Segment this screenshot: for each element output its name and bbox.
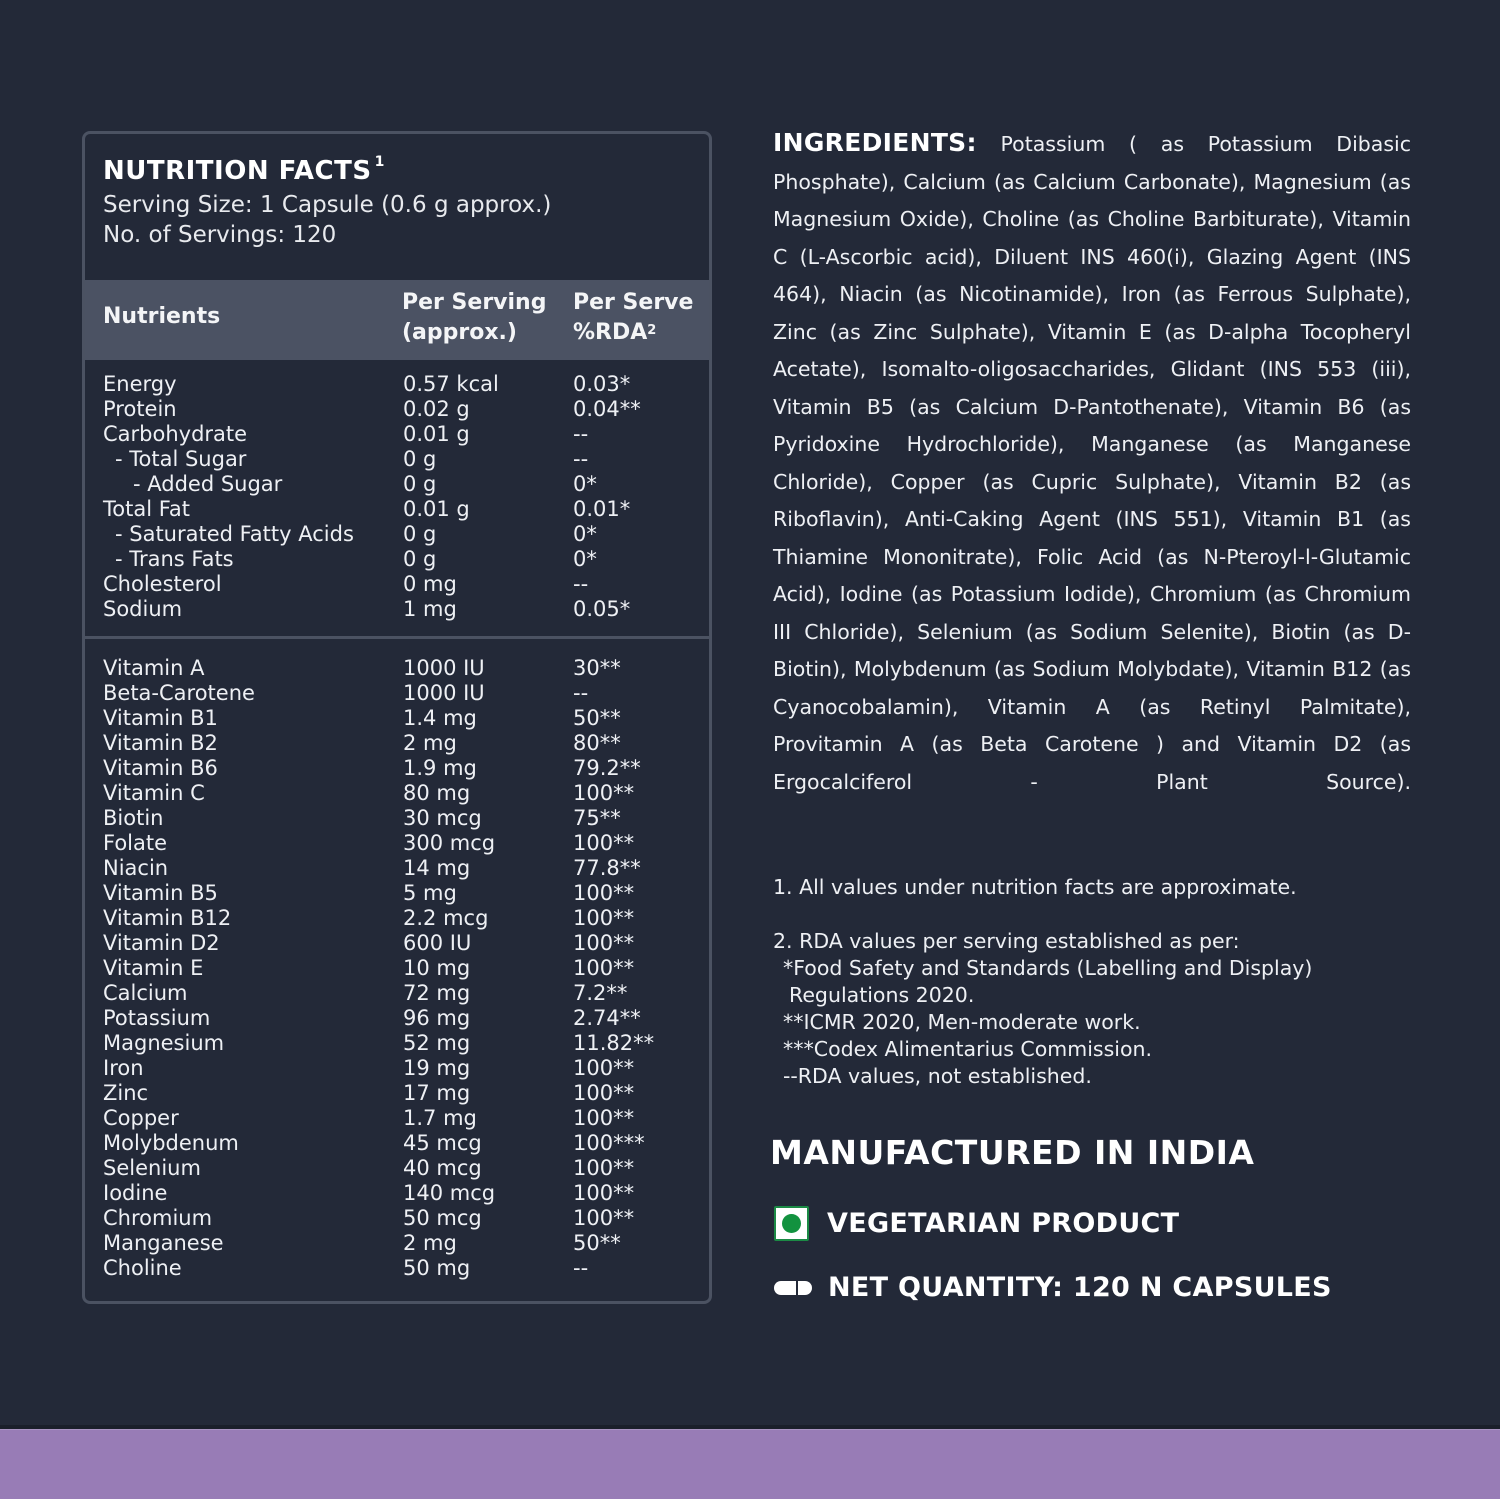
title-text: NUTRITION FACTS [103, 156, 372, 186]
table-row [85, 1156, 709, 1181]
column-rda [573, 288, 693, 348]
nutrient-name: Potassium [103, 1006, 211, 1030]
footer-band [0, 1428, 1500, 1499]
table-row [85, 472, 709, 497]
nutrient-rda: 77.8** [573, 856, 641, 880]
nutrition-facts-header [85, 134, 709, 280]
nutrient-rda: 100** [573, 1156, 635, 1180]
vegetarian-badge [774, 1206, 1179, 1241]
footnotes [773, 874, 1413, 1090]
table-row [85, 706, 709, 731]
nutrient-rda: 2.74** [573, 1006, 641, 1030]
table-row [85, 522, 709, 547]
table-row [85, 1006, 709, 1031]
servings-count: No. of Servings: 120 [103, 222, 337, 248]
net-quantity-badge [774, 1272, 1332, 1303]
nutrient-rda: 79.2** [573, 756, 641, 780]
nutrient-value: 300 mcg [403, 831, 496, 855]
table-row [85, 1181, 709, 1206]
column-rda-line2 [573, 318, 693, 348]
nutrient-value: 40 mcg [403, 1156, 482, 1180]
nutrient-rda: 0.05* [573, 597, 631, 621]
column-per-serving-line1: Per Serving [402, 290, 547, 315]
nutrient-name: Choline [103, 1256, 182, 1280]
nutrient-value: 0.57 kcal [403, 372, 499, 396]
nutrient-value: 19 mg [403, 1056, 471, 1080]
nutrient-value: 14 mg [403, 856, 471, 880]
nutrient-rda: 30** [573, 656, 621, 680]
nutrient-value: 52 mg [403, 1031, 471, 1055]
nutrient-name: Vitamin B5 [103, 881, 218, 905]
table-row [85, 906, 709, 931]
nutrient-value: 2 mg [403, 1231, 457, 1255]
nutrient-value: 72 mg [403, 981, 471, 1005]
veg-mark-icon [774, 1206, 809, 1241]
nutrient-rda: 7.2** [573, 981, 628, 1005]
nutrient-name: Iron [103, 1056, 144, 1080]
nutrient-rda: 0* [573, 547, 597, 571]
capsule-icon [774, 1281, 812, 1295]
nutrient-value: 0 g [403, 522, 437, 546]
title-footnote: 1 [374, 154, 385, 170]
nutrient-name: Selenium [103, 1156, 201, 1180]
nutrient-value: 0.02 g [403, 397, 470, 421]
nutrient-value: 1.7 mg [403, 1106, 477, 1130]
nutrient-rda: 100** [573, 1106, 635, 1130]
nutrient-rda: 0* [573, 472, 597, 496]
nutrient-name: Vitamin A [103, 656, 205, 680]
table-row [85, 681, 709, 706]
table-row [85, 1131, 709, 1156]
nutrient-value: 0.01 g [403, 497, 470, 521]
micro-nutrient-rows [85, 656, 709, 1281]
nutrient-rda: 100** [573, 831, 635, 855]
table-row [85, 981, 709, 1006]
nutrient-rda: -- [573, 422, 589, 446]
nutrient-rda: -- [573, 447, 589, 471]
nutrient-value: 10 mg [403, 956, 471, 980]
manufactured-in: MANUFACTURED IN INDIA [770, 1133, 1255, 1172]
table-row [85, 881, 709, 906]
nutrient-value: 30 mcg [403, 806, 482, 830]
table-row [85, 656, 709, 681]
nutrient-rda: 100** [573, 781, 635, 805]
nutrient-rda: 50** [573, 706, 621, 730]
nutrient-name: Copper [103, 1106, 179, 1130]
nutrition-facts-title [103, 156, 709, 186]
nutrient-value: 17 mg [403, 1081, 471, 1105]
nutrient-name: Calcium [103, 981, 188, 1005]
rda-footnote: 2 [647, 323, 657, 338]
nutrient-name: Energy [103, 372, 177, 396]
table-row [85, 497, 709, 522]
table-row [85, 731, 709, 756]
table-divider [85, 636, 709, 639]
nutrient-value: 140 mcg [403, 1181, 496, 1205]
nutrient-value: 600 IU [403, 931, 472, 955]
nutrient-value: 5 mg [403, 881, 457, 905]
nutrient-name: Vitamin B6 [103, 756, 218, 780]
nutrient-name: Biotin [103, 806, 164, 830]
ingredients-text: Potassium ( as Potassium Dibasic Phosphate), Calcium (as Calcium Carbonate), Magnesium (as Magnesium Oxide), Choline (as Choline Barbiturate), Vitamin C (L-Ascorbic acid), Diluent INS 460(i), Glazing Agent (INS 464), Niacin (as Nicotinamide), Iron (as Ferrous Sulphate), Zinc (as Zinc Sulphate), Vitamin E (as D-alpha Tocopheryl Acetate), Isomalto-oligosaccharides, Glidant (INS 553 (iii), Vitamin B5 (as Calcium D-Pantothenate), Vitamin B6 (as Pyridoxine Hydrochloride), Manganese (as Manganese Chloride), Copper (as Cupric Sulphate), Vitamin B2 (as Riboflavin), Anti-Caking Agent (INS 551), Vitamin B1 (as Thiamine Mononitrate), Folic Acid (as N-Pteroyl-l-Glutamic Acid), Iodine (as Potassium Iodide), Chromium (as Chromium III Chloride), Selenium (as Sodium Selenite), Biotin (as D-Biotin), Molybdenum (as Sodium Molybdate), Vitamin B12 (as Cyanocobalamin), Vitamin A (as Retinyl Palmitate), Provitamin A (as Beta Carotene ) and Vitamin D2 (as Ergocalciferol - Plant Source). [773, 132, 1411, 794]
nutrient-name: Beta-Carotene [103, 681, 255, 705]
table-column-headers [85, 280, 709, 360]
nutrient-name: Vitamin E [103, 956, 204, 980]
nutrient-name: Vitamin C [103, 781, 205, 805]
nutrient-rda: 100** [573, 1181, 635, 1205]
nutrient-name: - Saturated Fatty Acids [115, 522, 354, 546]
nutrient-name: Total Fat [103, 497, 190, 521]
table-row [85, 572, 709, 597]
nutrient-rda: 100** [573, 1056, 635, 1080]
nutrient-value: 45 mcg [403, 1131, 482, 1155]
nutrient-rda: 11.82** [573, 1031, 655, 1055]
nutrient-value: 0.01 g [403, 422, 470, 446]
table-row [85, 1081, 709, 1106]
nutrient-rda: 50** [573, 1231, 621, 1255]
table-row [85, 856, 709, 881]
nutrient-value: 1000 IU [403, 656, 485, 680]
nutrient-name: Vitamin B1 [103, 706, 218, 730]
vegetarian-label: VEGETARIAN PRODUCT [827, 1208, 1180, 1239]
nutrient-rda: 0* [573, 522, 597, 546]
serving-size: Serving Size: 1 Capsule (0.6 g approx.) [103, 192, 552, 218]
rda-text: %RDA [573, 320, 648, 345]
nutrient-rda: 100** [573, 881, 635, 905]
nutrient-rda: 0.03* [573, 372, 631, 396]
table-row [85, 956, 709, 981]
nutrient-value: 2.2 mcg [403, 906, 489, 930]
nutrition-facts-panel [82, 131, 712, 1304]
nutrient-value: 1000 IU [403, 681, 485, 705]
table-row [85, 1231, 709, 1256]
nutrient-value: 1.9 mg [403, 756, 477, 780]
nutrient-name: - Trans Fats [115, 547, 234, 571]
ingredients-label: INGREDIENTS: [773, 128, 977, 157]
table-row [85, 447, 709, 472]
table-row [85, 547, 709, 572]
nutrient-name: Carbohydrate [103, 422, 248, 446]
table-row [85, 806, 709, 831]
nutrient-name: Folate [103, 831, 168, 855]
macro-nutrient-rows [85, 372, 709, 622]
table-row [85, 422, 709, 447]
nutrient-rda: 0.04** [573, 397, 641, 421]
nutrient-name: Sodium [103, 597, 183, 621]
nutrient-name: Vitamin D2 [103, 931, 220, 955]
column-per-serving-line2: (approx.) [402, 320, 517, 345]
footnote-icmr: **ICMR 2020, Men-moderate work. [783, 1010, 1141, 1034]
nutrient-name: Manganese [103, 1231, 224, 1255]
ingredients-block [773, 124, 1411, 801]
footnote-codex: ***Codex Alimentarius Commission. [783, 1037, 1153, 1061]
net-quantity-label: NET QUANTITY: 120 N CAPSULES [828, 1272, 1332, 1303]
nutrient-name: Zinc [103, 1081, 149, 1105]
footnote-1: 1. All values under nutrition facts are approximate. [773, 875, 1297, 899]
nutrient-rda: 75** [573, 806, 621, 830]
nutrient-rda: 100** [573, 1206, 635, 1230]
footnote-fssai-cont: Regulations 2020. [789, 983, 975, 1007]
nutrient-name: Magnesium [103, 1031, 225, 1055]
footnote-fssai: *Food Safety and Standards (Labelling and Display) [783, 956, 1313, 980]
nutrient-value: 0 g [403, 547, 437, 571]
table-row [85, 756, 709, 781]
table-row [85, 372, 709, 397]
nutrient-rda: 100** [573, 931, 635, 955]
nutrient-value: 1 mg [403, 597, 457, 621]
nutrient-value: 50 mcg [403, 1206, 482, 1230]
nutrient-name: Iodine [103, 1181, 168, 1205]
nutrient-name: - Added Sugar [133, 472, 283, 496]
nutrient-name: Niacin [103, 856, 169, 880]
table-row [85, 1106, 709, 1131]
nutrient-value: 1.4 mg [403, 706, 477, 730]
table-row [85, 1056, 709, 1081]
nutrient-name: Protein [103, 397, 177, 421]
column-per-serving [402, 288, 546, 348]
nutrient-value: 2 mg [403, 731, 457, 755]
nutrient-rda: 0.01* [573, 497, 631, 521]
nutrient-name: - Total Sugar [115, 447, 247, 471]
table-row [85, 931, 709, 956]
nutrient-name: Vitamin B12 [103, 906, 232, 930]
nutrient-rda: -- [573, 1256, 589, 1280]
footnote-2: 2. RDA values per serving established as per: [773, 929, 1240, 953]
nutrient-value: 0 g [403, 472, 437, 496]
nutrient-value: 96 mg [403, 1006, 471, 1030]
table-row [85, 1031, 709, 1056]
nutrient-name: Cholesterol [103, 572, 222, 596]
table-row [85, 1206, 709, 1231]
nutrient-rda: 100** [573, 956, 635, 980]
nutrient-name: Chromium [103, 1206, 213, 1230]
nutrient-rda: 80** [573, 731, 621, 755]
nutrient-rda: 100** [573, 1081, 635, 1105]
column-rda-line1: Per Serve [573, 290, 694, 315]
table-row [85, 397, 709, 422]
nutrient-name: Molybdenum [103, 1131, 239, 1155]
nutrient-rda: 100** [573, 906, 635, 930]
nutrient-name: Vitamin B2 [103, 731, 218, 755]
nutrient-value: 80 mg [403, 781, 471, 805]
table-row [85, 1256, 709, 1281]
table-row [85, 781, 709, 806]
footnote-not-established: --RDA values, not established. [783, 1064, 1092, 1088]
nutrient-value: 0 g [403, 447, 437, 471]
nutrient-rda: -- [573, 681, 589, 705]
nutrient-value: 0 mg [403, 572, 457, 596]
nutrient-rda: -- [573, 572, 589, 596]
nutrient-rda: 100*** [573, 1131, 645, 1155]
table-row [85, 831, 709, 856]
table-row [85, 597, 709, 622]
column-nutrients: Nutrients [103, 304, 221, 329]
nutrient-value: 50 mg [403, 1256, 471, 1280]
